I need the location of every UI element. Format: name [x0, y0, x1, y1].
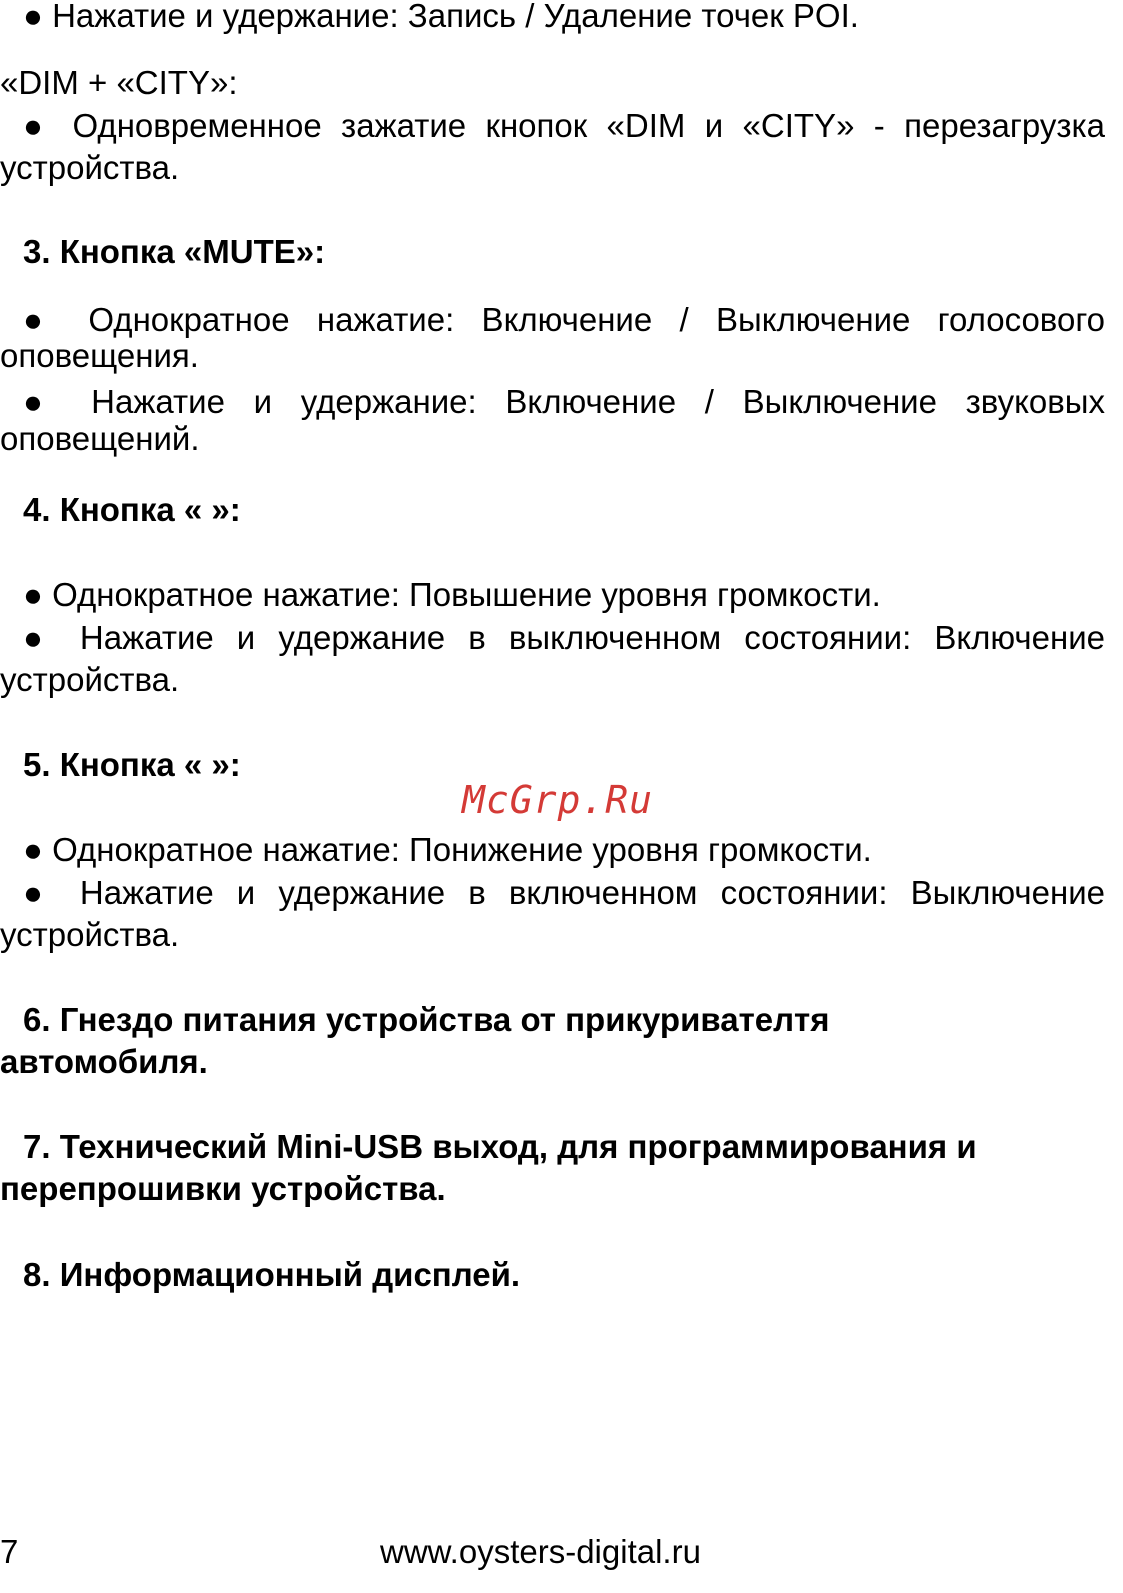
- bullet-poi-hold: ● Нажатие и удержание: Запись / Удаление точек POI.: [23, 0, 859, 34]
- section-heading-volume-down: 5. Кнопка « »:: [23, 746, 241, 783]
- bullet-power-off: ● Нажатие и удержание в включенном состоянии: Выключение: [23, 874, 1105, 911]
- page-number: 7: [0, 1533, 19, 1570]
- section-heading-display: 8. Информационный дисплей.: [23, 1256, 521, 1293]
- section-heading-mini-usb: 7. Технический Mini-USB выход, для программирования и: [23, 1128, 977, 1165]
- bullet-power-on-continued: устройства.: [0, 661, 180, 698]
- section-heading-power-socket-continued: автомобиля.: [0, 1043, 208, 1080]
- bullet-volume-up: ● Однократное нажатие: Повышение уровня громкости.: [23, 576, 881, 613]
- bullet-power-off-continued: устройства.: [0, 916, 180, 953]
- section-heading-mini-usb-continued: перепрошивки устройства.: [0, 1170, 446, 1207]
- subheading-dim-city: «DIM + «CITY»:: [0, 64, 238, 101]
- section-heading-mute: 3. Кнопка «MUTE»:: [23, 233, 326, 270]
- watermark-text: McGrp.Ru: [462, 778, 654, 822]
- bullet-voice-alert: ● Однократное нажатие: Включение / Выключение голосового: [23, 301, 1105, 338]
- footer-url: www.oysters-digital.ru: [380, 1533, 701, 1570]
- bullet-volume-down: ● Однократное нажатие: Понижение уровня громкости.: [23, 831, 872, 868]
- bullet-power-on: ● Нажатие и удержание в выключенном состоянии: Включение: [23, 619, 1105, 656]
- bullet-voice-alert-continued: оповещения.: [0, 337, 199, 374]
- bullet-sound-alert: ● Нажатие и удержание: Включение / Выключение звуковых: [23, 383, 1105, 420]
- bullet-reboot: ● Одновременное зажатие кнопок «DIM и «CITY» - перезагрузка: [23, 107, 1105, 144]
- section-heading-power-socket: 6. Гнездо питания устройства от прикуривателтя: [23, 1001, 830, 1038]
- bullet-reboot-continued: устройства.: [0, 149, 180, 186]
- bullet-sound-alert-continued: оповещений.: [0, 420, 200, 457]
- section-heading-volume-up: 4. Кнопка « »:: [23, 491, 241, 528]
